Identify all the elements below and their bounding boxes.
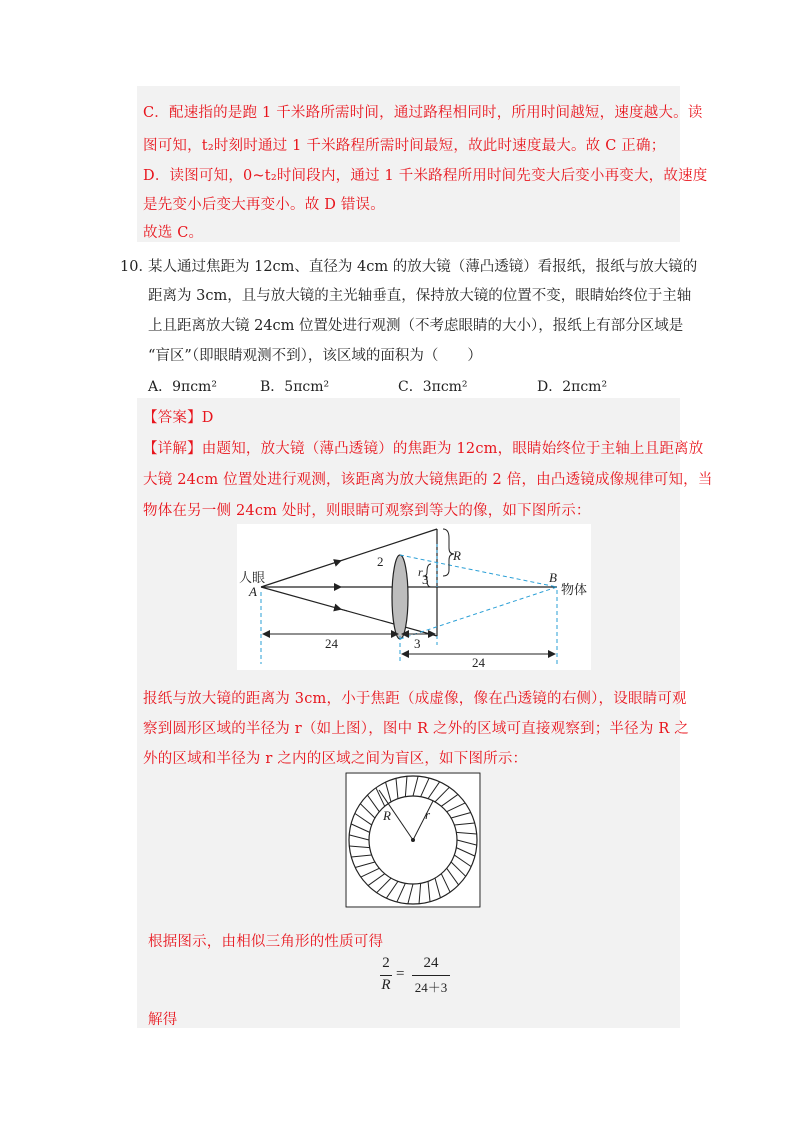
explanation-conclusion: 故选 C。 — [143, 225, 204, 241]
question-line-4: “盲区”（即眼睛观测不到），该区域的面积为（ ） — [148, 348, 482, 364]
detail-line-3: 物体在另一侧 24cm 处时，则眼睛可观察到等大的像，如下图所示： — [143, 503, 591, 519]
circle-big-R-label: R — [383, 808, 391, 823]
small-r-label: r — [418, 565, 423, 579]
lower-line: 根据图示，由相似三角形的性质可得 — [148, 934, 384, 950]
middle-line-2: 察到圆形区域的半径为 r（如上图），图中 R 之外的区域可直接观察到；半径为 R 之 — [143, 721, 689, 737]
middle-line-1: 报纸与放大镜的距离为 3cm，小于焦距（成虚像，像在凸透镜的右侧），设眼睛可观 — [143, 691, 687, 707]
dim-24-left-label: 24 — [325, 636, 338, 651]
big-R-label: R — [453, 548, 461, 563]
detail-line-2: 大镜 24cm 位置处进行观测，该距离为放大镜焦距的 2 倍，由凸透镜成像规律可知，当 — [143, 472, 713, 488]
middle-line-3: 外的区域和半径为 r 之内的区域之间为盲区，如下图所示： — [143, 751, 528, 767]
option-c: C．3πcm² — [398, 379, 468, 395]
lens-ray-diagram — [237, 524, 591, 670]
eq-equals: = — [396, 966, 405, 982]
gap-3-label: 3 — [422, 572, 429, 587]
question-number: 10． — [120, 259, 153, 275]
object-label: 物体 — [561, 582, 588, 597]
eq-den-right: 24＋3 — [414, 980, 448, 995]
option-d: D．2πcm² — [537, 379, 608, 395]
blind-zone-diagram — [345, 772, 481, 908]
explanation-line-1: C．配速指的是跑 1 千米路所需时间，通过路程相同时，所用时间越短，速度越大。读 — [143, 105, 703, 121]
question-line-3: 上且距离放大镜 24cm 位置处进行观测（不考虑眼睛的大小），报纸上有部分区域是 — [148, 318, 684, 334]
explanation-line-3: D．读图可知，0~t₂时间段内，通过 1 千米路程所用时间先变大后变小再变大，故速度 — [143, 168, 708, 184]
point-b-label: B — [549, 570, 557, 585]
dim-3-label: 3 — [414, 636, 421, 651]
answer-label: 【答案】D — [143, 410, 214, 426]
option-a: A．9πcm² — [148, 379, 217, 395]
dim-24-right-label: 24 — [472, 655, 485, 670]
similar-triangle-equation — [380, 955, 450, 999]
solve-label: 解得 — [148, 1012, 178, 1028]
explanation-line-2: 图可知，t₂时刻时通过 1 千米路程所需时间最短，故此时速度最大。故 C 正确； — [143, 138, 666, 154]
eye-label: 人眼 — [239, 570, 266, 585]
circle-small-r-label: r — [425, 807, 431, 822]
explanation-line-4: 是先变小后变大再变小。故 D 错误。 — [143, 197, 385, 213]
point-a-label: A — [249, 584, 257, 599]
question-line-1: 某人通过焦距为 12cm、直径为 4cm 的放大镜（薄凸透镜）看报纸，报纸与放大镜的 — [148, 259, 698, 275]
eq-num-right: 24 — [423, 955, 439, 971]
eq-den-left: R — [381, 977, 391, 993]
lens-radius-label: 2 — [377, 554, 384, 569]
question-line-2: 距离为 3cm，且与放大镜的主光轴垂直，保持放大镜的位置不变，眼睛始终位于主轴 — [148, 288, 692, 304]
eq-num-left: 2 — [382, 955, 390, 971]
option-b: B．5πcm² — [260, 379, 330, 395]
detail-line-1: 【详解】由题知，放大镜（薄凸透镜）的焦距为 12cm，眼睛始终位于主轴上且距离放 — [143, 441, 704, 457]
